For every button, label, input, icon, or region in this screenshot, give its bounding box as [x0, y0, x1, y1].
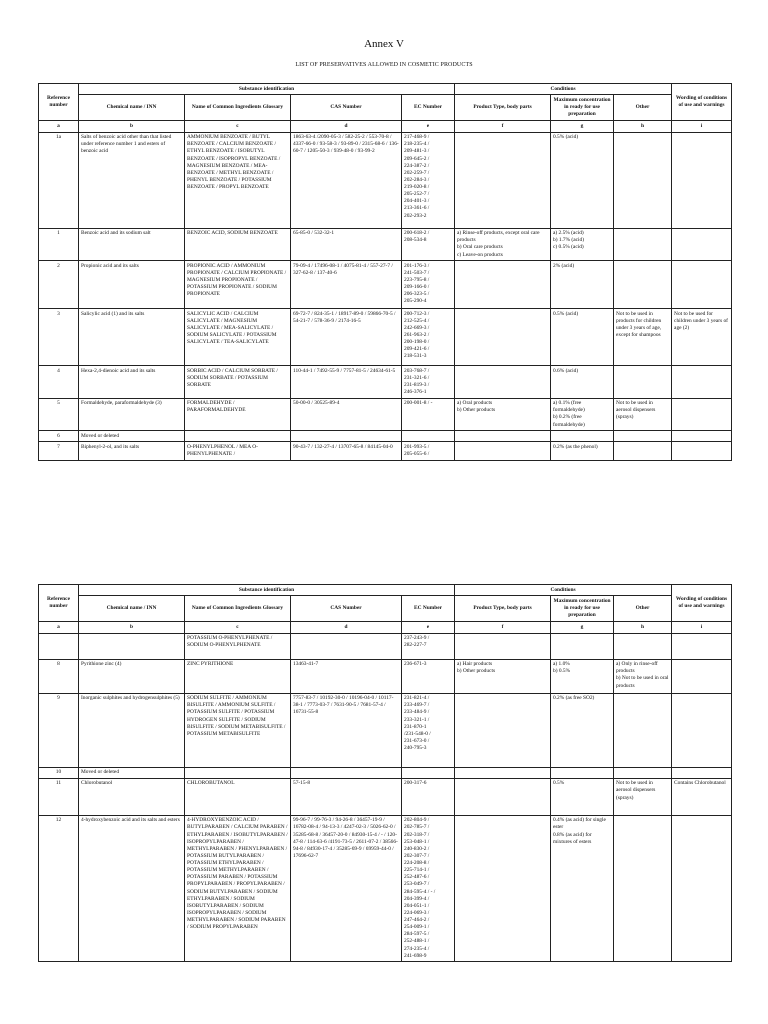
- header-row-columns: [39, 95, 732, 120]
- ec-number-cell: 200-712-3 / 212-525-4 / 242-669-3 / 261-963-2 / 200-198-0 / 209-421-6 / 218-531-3: [402, 309, 455, 366]
- product-type-cell: [455, 693, 551, 767]
- header-row-group: [39, 585, 732, 596]
- glossary-name-cell: FORMALDEHYDE / PARAFORMALDEHYDE: [185, 398, 291, 431]
- header-conditions: Conditions: [455, 84, 672, 95]
- header-substance-identification: Substance identification: [79, 84, 455, 95]
- other-cell: [614, 132, 672, 228]
- header-product-type: Product Type, body parts: [455, 596, 551, 621]
- glossary-name-cell: 4-HYDROXYBENZOIC ACID / BUTYLPARABEN / CALCIUM PARABEN / ETHYLPARABEN / ISOBUTYLPARABEN / ISOPROPYLPARABEN / METHYLPARABEN / PHENYLPARABEN / POTASSIUM BUTYLPARABEN / POTASSIUM ETHYLPARABEN / POTASSIUM METHYLPARABEN / POTASSIUM PARABEN / POTASSIUM PROPYLPARABEN / PROPYLPARABEN / SODIUM BUTYLPARABEN / SODIUM ETHYLPARABEN / SODIUM ISOBUTYLPARABEN / SODIUM ISOPROPYLPARABEN / SODIUM METHYLPARABEN / SODIUM PARABEN / SODIUM PROPYLPARABEN: [185, 815, 291, 962]
- table-row: [39, 693, 732, 767]
- other-cell: [614, 442, 672, 460]
- max-concentration-cell: 2% (acid): [551, 261, 614, 309]
- wording-cell: [672, 398, 732, 431]
- header-conditions: Conditions: [455, 585, 672, 596]
- product-type-cell: [455, 261, 551, 309]
- header-row-columns: [39, 596, 732, 621]
- chemical-name-cell: Benzoic acid and its sodium salt: [79, 228, 185, 261]
- cas-number-cell: 90-43-7 / 132-27-4 / 13707-65-8 / 84145-04-0: [291, 442, 402, 460]
- table-row: [39, 767, 732, 778]
- ref-cell: 10: [39, 767, 79, 778]
- cas-number-cell: 79-09-4 / 17496-08-1 / 4075-81-4 / 557-27-7 / 327-62-8 / 137-40-6: [291, 261, 402, 309]
- cas-number-cell: 1863-63-4 /2090-05-3 / 582-25-2 / 553-70-8 / 4337-66-0 / 93-58-3 / 93-89-0 / 2315-68-6 / 136-60-7 / 1205-50-3 / 939-48-0 / 93-99-2: [291, 132, 402, 228]
- wording-cell: [672, 633, 732, 659]
- max-concentration-cell: 0.2% (as free SO2): [551, 693, 614, 767]
- header-other: Other: [614, 95, 672, 120]
- cas-number-cell: 50-00-0 / 30525-89-4: [291, 398, 402, 431]
- product-type-cell: [455, 309, 551, 366]
- header-common-name: Name of Common Ingredients Glossary: [185, 596, 291, 621]
- ec-number-cell: 237-243-9 / 282-227-7: [402, 633, 455, 659]
- other-cell: [614, 693, 672, 767]
- product-type-cell: a) Oral products b) Other products: [455, 398, 551, 431]
- preservatives-table-page-1: [38, 83, 732, 461]
- ref-cell: 2: [39, 261, 79, 309]
- max-concentration-cell: a) 2.5% (acid) b) 1.7% (acid) c) 0.5% (acid): [551, 228, 614, 261]
- annex-title: Annex V: [364, 38, 404, 50]
- cas-number-cell: 69-72-7 / 824-35-1 / 18917-89-0 / 59866-70-5 / 54-21-7 / 578-36-9 / 2174-16-5: [291, 309, 402, 366]
- letter-e: e: [402, 621, 455, 633]
- list-title: LIST OF PRESERVATIVES ALLOWED IN COSMETIC PRODUCTS: [295, 62, 473, 68]
- product-type-cell: [455, 633, 551, 659]
- wording-cell: [672, 132, 732, 228]
- letter-d: d: [291, 621, 402, 633]
- ec-number-cell: [402, 767, 455, 778]
- chemical-name-cell: Salts of benzoic acid other than that listed under reference number 1 and esters of benzoic acid: [79, 132, 185, 228]
- ref-cell: 8: [39, 659, 79, 693]
- ec-number-cell: 200-001-8 / -: [402, 398, 455, 431]
- max-concentration-cell: 0.5% (acid): [551, 309, 614, 366]
- wording-cell: [672, 767, 732, 778]
- product-type-cell: a) Rinse-off products, except oral care products b) Oral care products c) Leave-on products: [455, 228, 551, 261]
- max-concentration-cell: a) 1.0% b) 0.5%: [551, 659, 614, 693]
- cas-number-cell: [291, 431, 402, 442]
- header-cas-number: CAS Number: [291, 596, 402, 621]
- wording-cell: [672, 431, 732, 442]
- chemical-name-cell: Salicylic acid (1) and its salts: [79, 309, 185, 366]
- glossary-name-cell: O-PHENYLPHENOL / MEA O-PHENYLPHENATE /: [185, 442, 291, 460]
- cas-number-cell: [291, 633, 402, 659]
- product-type-cell: [455, 366, 551, 399]
- glossary-name-cell: CHLOROBUTANOL: [185, 778, 291, 815]
- wording-cell: [672, 442, 732, 460]
- wording-cell: Contains Chlorobutanol: [672, 778, 732, 815]
- letter-d: d: [291, 120, 402, 132]
- header-chemical-name: Chemical name / INN: [79, 596, 185, 621]
- product-type-cell: [455, 132, 551, 228]
- chemical-name-cell: Pyrithione zinc (4): [79, 659, 185, 693]
- letter-f: f: [455, 621, 551, 633]
- ref-cell: 1: [39, 228, 79, 261]
- header-reference-number: Reference number: [39, 84, 79, 121]
- max-concentration-cell: 0.6% (acid): [551, 366, 614, 399]
- glossary-name-cell: [185, 431, 291, 442]
- ec-number-cell: 202-804-9 / 202-785-7 / 202-318-7 / 253-048-1 / 240-830-2 / 202-307-7 / 224-208-8 / 225-714-1 / 252-487-6 / 253-049-7 / 284-595-4 / - / 204-399-4 / 204-051-1 / 224-069-3 / 247-464-2 / 254-009-1 / 284-597-5 / 252-488-1 / 274-235-4 / 241-698-9: [402, 815, 455, 962]
- product-type-cell: [455, 778, 551, 815]
- ec-number-cell: 236-671-3: [402, 659, 455, 693]
- max-concentration-cell: a) 0.1% (free formaldehyde) b) 0.2% (free formaldehyde): [551, 398, 614, 431]
- cas-number-cell: 7757-83-7 / 10192-30-0 / 10196-04-0 / 10117-38-1 / 7773-03-7 / 7631-90-5 / 7681-57-4 / 16731-55-8: [291, 693, 402, 767]
- chemical-name-cell: Biphenyl-2-ol, and its salts: [79, 442, 185, 460]
- header-other: Other: [614, 596, 672, 621]
- header-common-name: Name of Common Ingredients Glossary: [185, 95, 291, 120]
- product-type-cell: [455, 767, 551, 778]
- wording-cell: [672, 366, 732, 399]
- table-row: [39, 228, 732, 261]
- letter-c: c: [185, 120, 291, 132]
- other-cell: [614, 366, 672, 399]
- wording-cell: [672, 693, 732, 767]
- wording-cell: [672, 815, 732, 962]
- header-cas-number: CAS Number: [291, 95, 402, 120]
- table-row: [39, 815, 732, 962]
- table-row: [39, 132, 732, 228]
- chemical-name-cell: Formaldehyde, paraformaldehyde (3): [79, 398, 185, 431]
- cas-number-cell: 110-44-1 / 7492-55-9 / 7757-81-5 / 24634-61-5: [291, 366, 402, 399]
- letter-i: i: [672, 120, 732, 132]
- header-row-group: [39, 84, 732, 95]
- product-type-cell: a) Hair products b) Other products: [455, 659, 551, 693]
- ref-cell: 7: [39, 442, 79, 460]
- product-type-cell: [455, 431, 551, 442]
- glossary-name-cell: PROPIONIC ACID / AMMONIUM PROPIONATE / CALCIUM PROPIONATE / MAGNESIUM PROPIONATE / POTASSIUM PROPIONATE / SODIUM PROPIONATE: [185, 261, 291, 309]
- chemical-name-cell: 4-hydroxybenzoic acid and its salts and esters: [79, 815, 185, 962]
- letter-h: h: [614, 120, 672, 132]
- cas-number-cell: 99-96-7 / 99-76-3 / 94-26-8 / 36457-19-9 / 16782-08-4 / 94-13-3 / 4247-02-3 / 5026-62-0 / 35285-68-8 / 36457-20-0 / 84930-15-4 / - / 120-47-8 / 114-63-6 /4191-73-5 / 2611-07-2 / 38566-94-8 / 84930-17-4 / 35285-69-9 / 69959-44-0 / 17696-62-7: [291, 815, 402, 962]
- header-ec-number: EC Number: [402, 95, 455, 120]
- header-max-concentration: Maximum concentration in ready for use preparation: [551, 95, 614, 120]
- cas-number-cell: 57-15-8: [291, 778, 402, 815]
- product-type-cell: [455, 442, 551, 460]
- ec-number-cell: 200-618-2 / 208-534-8: [402, 228, 455, 261]
- glossary-name-cell: AMMONIUM BENZOATE / BUTYL BENZOATE / CALCIUM BENZOATE / ETHYL BENZOATE / ISOBUTYL BENZOATE / ISOPROPYL BENZOATE / MAGNESIUM BENZOATE / MEA-BENZOATE / METHYL BENZOATE / PHENYL BENZOATE / POTASSIUM BENZOATE / PROPYL BENZOATE: [185, 132, 291, 228]
- letter-b: b: [79, 621, 185, 633]
- header-wording: Wording of conditions of use and warnings: [672, 585, 732, 622]
- table-row: [39, 398, 732, 431]
- cas-number-cell: 13463-41-7: [291, 659, 402, 693]
- max-concentration-cell: 0.2% (as the phenol): [551, 442, 614, 460]
- table-row: [39, 366, 732, 399]
- wording-cell: [672, 228, 732, 261]
- ec-number-cell: 201-176-3 / 241-503-7 / 223-795-8 / 209-166-0 / 206-323-5 / 205-290-4: [402, 261, 455, 309]
- other-cell: [614, 228, 672, 261]
- other-cell: [614, 815, 672, 962]
- glossary-name-cell: [185, 767, 291, 778]
- header-ec-number: EC Number: [402, 596, 455, 621]
- chemical-name-cell: [79, 633, 185, 659]
- table-row: [39, 778, 732, 815]
- header-reference-number: Reference number: [39, 585, 79, 622]
- table-row: [39, 633, 732, 659]
- ec-number-cell: 217-468-9 / 218-235-4 / 209-481-3 / 209-645-2 / 224-387-2 / 202-259-7 / 202-284-3 / 219-020-8 / 205-252-7 / 204-401-3 / 213-361-6 / 202-293-2: [402, 132, 455, 228]
- chemical-name-cell: Chlorobutanol: [79, 778, 185, 815]
- chemical-name-cell: Propionic acid and its salts: [79, 261, 185, 309]
- letter-b: b: [79, 120, 185, 132]
- other-cell: Not to be used in aerosol dispensers (sprays): [614, 398, 672, 431]
- other-cell: [614, 767, 672, 778]
- header-letter-row: [39, 120, 732, 132]
- table-row: [39, 442, 732, 460]
- cas-number-cell: 65-85-0 / 532-32-1: [291, 228, 402, 261]
- table-row: [39, 261, 732, 309]
- max-concentration-cell: [551, 767, 614, 778]
- glossary-name-cell: POTASSIUM O-PHENYLPHENATE / SODIUM O-PHENYLPHENATE: [185, 633, 291, 659]
- chemical-name-cell: Moved or deleted: [79, 431, 185, 442]
- letter-i: i: [672, 621, 732, 633]
- other-cell: [614, 633, 672, 659]
- letter-a: a: [39, 621, 79, 633]
- ec-number-cell: 231-821-4 / 233-469-7 / 233-484-9 / 233-321-1 / 231-870-1 /231-548-0 / 231-673-0 / 240-795-3: [402, 693, 455, 767]
- other-cell: [614, 431, 672, 442]
- chemical-name-cell: Inorganic sulphites and hydrogensulphites (5): [79, 693, 185, 767]
- cas-number-cell: [291, 767, 402, 778]
- glossary-name-cell: SODIUM SULFITE / AMMONIUM BISULFITE / AMMONIUM SULFITE / POTASSIUM SULFITE / POTASSIUM HYDROGEN SULFITE / SODIUM BISULFITE / SODIUM METABISULFITE / POTASSIUM METABISULFITE: [185, 693, 291, 767]
- ref-cell: 6: [39, 431, 79, 442]
- letter-f: f: [455, 120, 551, 132]
- other-cell: [614, 261, 672, 309]
- ec-number-cell: 201-993-5 / 205-055-6 /: [402, 442, 455, 460]
- glossary-name-cell: ZINC PYRITHIONE: [185, 659, 291, 693]
- wording-cell: [672, 659, 732, 693]
- wording-cell: [672, 261, 732, 309]
- header-letter-row: [39, 621, 732, 633]
- max-concentration-cell: 0.4% (as acid) for single ester 0.8% (as acid) for mixtures of esters: [551, 815, 614, 962]
- letter-h: h: [614, 621, 672, 633]
- header-chemical-name: Chemical name / INN: [79, 95, 185, 120]
- other-cell: a) Only in rinse-off products b) Not to be used in oral products: [614, 659, 672, 693]
- header-product-type: Product Type, body parts: [455, 95, 551, 120]
- letter-g: g: [551, 621, 614, 633]
- glossary-name-cell: BENZOIC ACID, SODIUM BENZOATE: [185, 228, 291, 261]
- other-cell: Not to be used in products for children under 3 years of age, except for shampoos: [614, 309, 672, 366]
- header-wording: Wording of conditions of use and warnings: [672, 84, 732, 121]
- chemical-name-cell: Moved or deleted: [79, 767, 185, 778]
- ref-cell: 11: [39, 778, 79, 815]
- letter-e: e: [402, 120, 455, 132]
- other-cell: Not to be used in aerosol dispensers (sprays): [614, 778, 672, 815]
- ref-cell: 5: [39, 398, 79, 431]
- ref-cell: 12: [39, 815, 79, 962]
- letter-c: c: [185, 621, 291, 633]
- wording-cell: Not to be used for children under 3 years of age (2): [672, 309, 732, 366]
- ref-cell: 4: [39, 366, 79, 399]
- product-type-cell: [455, 815, 551, 962]
- letter-g: g: [551, 120, 614, 132]
- max-concentration-cell: [551, 633, 614, 659]
- glossary-name-cell: SALICYLIC ACID / CALCIUM SALICYLATE / MAGNESIUM SALICYLATE / MEA-SALICYLATE / SODIUM SALICYLATE / POTASSIUM SALICYLATE / TEA-SALICYLATE: [185, 309, 291, 366]
- table-row: [39, 431, 732, 442]
- ref-cell: 3: [39, 309, 79, 366]
- max-concentration-cell: 0.5% (acid): [551, 132, 614, 228]
- table-row: [39, 309, 732, 366]
- ec-number-cell: 203-768-7 / 231-321-6 / 231-819-3 / 246-376-1: [402, 366, 455, 399]
- ec-number-cell: 200-317-6: [402, 778, 455, 815]
- header-substance-identification: Substance identification: [79, 585, 455, 596]
- max-concentration-cell: 0.5%: [551, 778, 614, 815]
- letter-a: a: [39, 120, 79, 132]
- preservatives-table-page-2: [38, 584, 732, 962]
- max-concentration-cell: [551, 431, 614, 442]
- table-row: [39, 659, 732, 693]
- ref-cell: 1a: [39, 132, 79, 228]
- ec-number-cell: [402, 431, 455, 442]
- glossary-name-cell: SORBIC ACID / CALCIUM SORBATE / SODIUM SORBATE / POTASSIUM SORBATE: [185, 366, 291, 399]
- ref-cell: 9: [39, 693, 79, 767]
- header-max-concentration: Maximum concentration in ready for use preparation: [551, 596, 614, 621]
- chemical-name-cell: Hexa-2,4-dienoic acid and its salts: [79, 366, 185, 399]
- ref-cell: [39, 633, 79, 659]
